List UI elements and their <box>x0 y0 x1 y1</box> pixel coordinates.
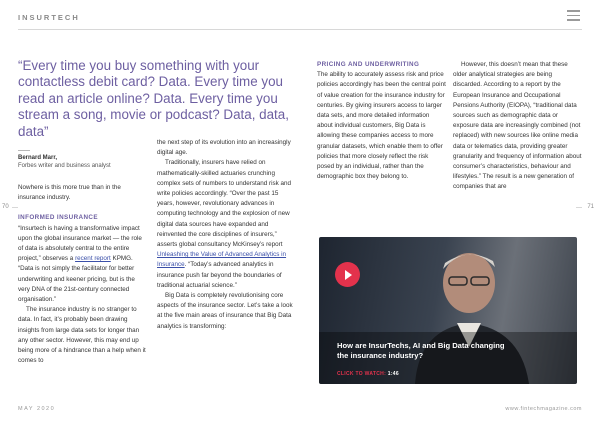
recent-report-link[interactable]: recent report <box>75 255 111 263</box>
paragraph: However, this doesn’t mean that these older analytical strategies are being discarded. According to a report by the European Insurance and Occupational Pensions Authority (EIOPA), “traditional data sources such as demographic data or exposure data are increasingly combined (not replaced) with new sources like online media data or telematics data, providing greater granularity and frequency of information about consumer’s characteristics, behaviour and lifestyles.” The result is a new generation of companies that are <box>453 61 582 191</box>
quote-author <box>18 154 111 170</box>
pull-quote: “Every time you buy something with your contactless debit card? Data. Every time you read an article online? Data. Every time you stream a song, movie or podcast? Data, data, data” <box>18 58 289 139</box>
website-url[interactable]: www.fintechmagazine.com <box>505 406 582 412</box>
author-name: Bernard Marr, <box>18 155 58 161</box>
intro-paragraph: Nowhere is this more true than in the insurance industry. <box>18 184 121 202</box>
video-duration: 1:46 <box>387 371 399 377</box>
article-column-4 <box>453 60 582 193</box>
play-button-icon[interactable] <box>335 262 360 287</box>
hamburger-menu-icon[interactable] <box>567 10 580 21</box>
video-title: How are InsurTechs, AI and Big Data changing the insurance industry? <box>337 341 505 360</box>
quote-divider <box>18 150 30 151</box>
paragraph: The insurance industry is no stranger to data. In fact, it’s probably been drawing insights from large data sets for longer than any other sector. However, this may end up being more of a hindrance than a help when it comes to <box>18 306 146 365</box>
paragraph: The ability to accurately assess risk and price policies accordingly has been the central point of value creation for the insurance industry for centuries. By giving insurers access to larger data sets, and more detailed information about individual customers, Big Data is allowing these companies access to more granular datasets, which enable them to offer policies that more closely reflect the risk posed by an individual, rather than the demographic box they belong to. <box>317 71 446 181</box>
issue-date: MAY 2020 <box>18 406 56 412</box>
presenter-silhouette <box>319 237 577 384</box>
magazine-section-label: INSURTECH <box>18 13 80 22</box>
paragraph: “Insurtech is having a transformative impact upon the global insurance market — the role of data is absolutely central to the entire project,” observes a recent report KPMG. “Data is not simply the facilitator for better underwriting and keener pricing, but is the very DNA of the 21st-century connected organisation.” <box>18 224 142 304</box>
paragraph: Traditionally, insurers have relied on mathematically-skilled actuaries crunching complex sets of numbers to understand risk and write policies accordingly. “Over the past 15 years, however, revolutionary advances in computing technology and the explosion of new digital data sources have expanded and reinvented the core disciplines of insurers,” asserts global consultancy McKinsey’s report Unleashing the Value of Advanced Analytics in Insurance. “Today’s advanced analytics in insurance push far beyond the boundaries of traditional actuarial science.” <box>157 159 292 289</box>
page-number-rule-right <box>576 207 582 208</box>
article-column-1 <box>18 183 146 366</box>
paragraph: Big Data is completely revolutionising core aspects of the insurance sector. Let’s take a look at the five main areas of insurance that Big Data analytics is transforming: <box>157 292 293 330</box>
mckinsey-report-link[interactable]: Unleashing the Value of Advanced Analytics in Insurance <box>157 251 287 269</box>
paragraph: the next step of its evolution into an increasingly digital age. <box>157 139 291 157</box>
page-number-right: 71 <box>587 204 594 210</box>
watch-cta[interactable]: CLICK TO WATCH: 1:46 <box>337 371 399 377</box>
author-title: Forbes writer and business analyst <box>18 163 111 169</box>
header-divider <box>18 29 582 30</box>
page-number-left: 70 <box>2 204 9 210</box>
article-column-2 <box>157 138 296 332</box>
section-heading-informed-insurance: INFORMED INSURANCE <box>18 214 98 222</box>
section-heading-pricing-underwriting: PRICING AND UNDERWRITING <box>317 61 420 68</box>
article-column-3 <box>317 60 446 182</box>
video-thumbnail[interactable] <box>319 237 577 384</box>
